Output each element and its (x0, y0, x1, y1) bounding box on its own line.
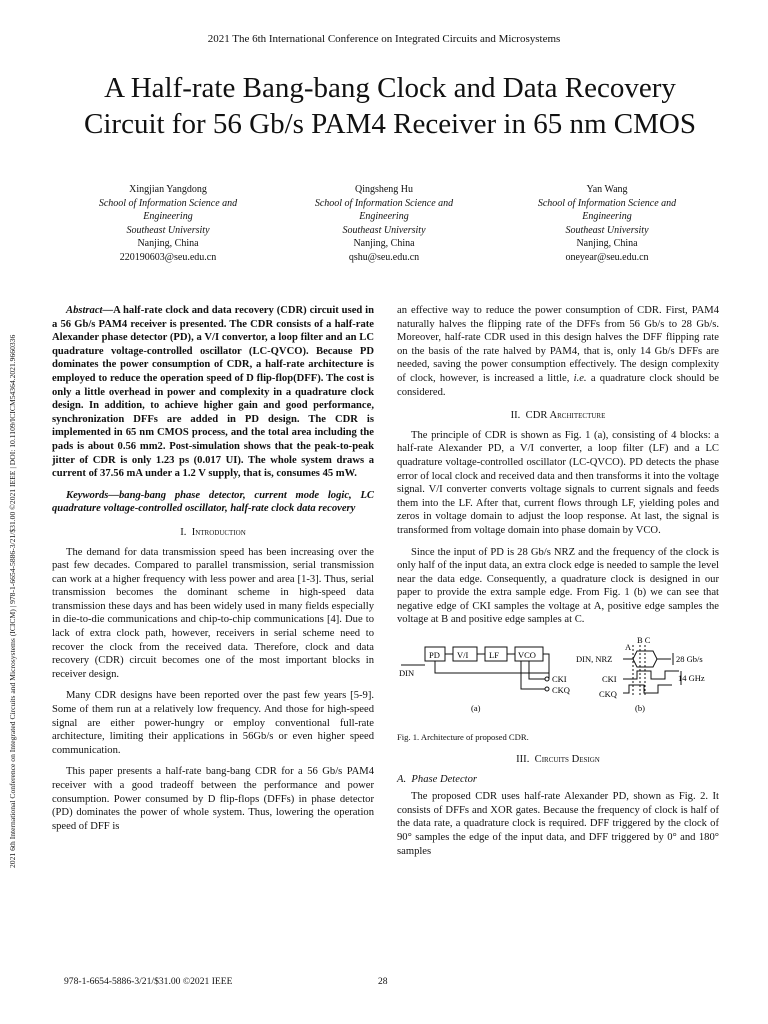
author-block-1 (48, 183, 288, 264)
cki-b-label: CKI (602, 674, 617, 685)
author-name: Yan Wang (586, 184, 628, 195)
section-heading-cdr-architecture (397, 409, 719, 423)
section-title: Circuits Design (534, 754, 600, 766)
intro-paragraph-2: Many CDR designs have been reported over the past few years [5-9]. Some of them run at a relatively low frequency. And those for high-speed signal are either power-hungry or employ conventional full-rate architecture, limiting their applications in 56Gb/s or even higher speed communication. (52, 690, 374, 756)
author-email: oneyear@seu.edu.cn (565, 251, 649, 263)
author-email: 220190603@seu.edu.cn (119, 251, 217, 263)
abstract-text: —A half-rate clock and data recovery (CDR) circuit used in a 56 Gb/s PAM4 receiver is presented. The CDR consists of a half-rate Alexander phase detector (PD), a V/I convertor, a loop filter and an LC quadrature voltage-controlled oscillator (LC-QVCO). Because PD dominates the power consumption of CDR, a half-rate architecture is employed to reduce the operation speed of D flip-flop(DFF). The cost is only a little overhead in power and complexity in a quadrature clock design. In addition, to achieve higher gain and good performance, synchronization DFFs are added in PD design. The CDR is implemented in 65 nm CMOS process, and the total area including the pads is about 0.56 mm2. Post-simulation shows that the peak-to-peak jitter of CDR is only 1.23 ps (0.017 UI). The whole system draws a current of 37.56 mA under a 1.2 V supply, that is, consumes 45 mW. (52, 305, 374, 480)
author-affiliation: School of Information Science and (314, 197, 454, 209)
subfig-a-label: (a) (471, 703, 481, 714)
subfig-b-label: (b) (635, 703, 645, 714)
author-affiliation: Engineering (582, 211, 632, 222)
author-city: Nanjing, China (353, 238, 415, 249)
intro-paragraph-1: The demand for data transmission speed has been increasing over the past few decades. Compared to parallel transmission, serial transmission can work at a higher frequency with less power and area [1-3]. Thus, serial transmission becomes the dominant scheme in high-speed data transmission these days and has been widely used in many fields especially in die-to-die communications and chip-to-chip communications [4]. Due to lack of extra clock path, however, receivers in serial scheme need to recover the clock from the received data. Therefore, clock and data recovery (CDR) circuit becomes one of the most important blocks in receiver design. (52, 546, 374, 680)
author-affiliation: Engineering (359, 211, 409, 222)
intro-paragraph-continued (397, 304, 719, 399)
title-line-1: A Half-rate Bang-bang Clock and Data Recovery (104, 72, 676, 104)
intro-paragraph-3: This paper presents a half-rate bang-bang CDR for a 56 Gb/s PAM4 receiver with a good tradeoff between the performance and power consumption. Power consumed by D flip-flops (DFFs) in phase detector (PD) dominates the power of whole system. Thus, lowering the operation speed of DFF is (52, 766, 374, 832)
subsection-number: A. (397, 773, 407, 785)
rate-label: 28 Gb/s (676, 654, 703, 665)
ckq-b-label: CKQ (599, 689, 617, 700)
paper-title (40, 70, 740, 142)
cdr-paragraph-1: The principle of CDR is shown as Fig. 1 (a), consisting of 4 blocks: a half-rate Alexander PD, a V/I converter, a loop filter (LF) and a LC quadrature voltage-controlled oscillator (LC-QVCO). PD detects the phase error of local clock and received data and then transforms it into the voltage signal. V/I converter converts voltage signals to current signals and feeds them into the LF. After that, current flows through LF, yielding poles and zeros in voltage domain to adjust the loop response. At last, the signal is transformed from voltage domain into phase domain by VCO. (397, 429, 719, 536)
footer-isbn: 978-1-6654-5886-3/21/$31.00 ©2021 IEEE (64, 976, 233, 987)
cdr-paragraph-2: Since the input of PD is 28 Gb/s NRZ and the frequency of the clock is only half of the input data, an extra clock edge is needed to sample the level near the data edge. Consequently, a quadrature clock is designed in our paper to provide the extra sample edge. From Fig. 1 (b) we can see that negative edge of CKI samples the voltage at A, positive edge samples the voltage at B and positive edge samples at C. (397, 546, 719, 626)
abstract-label: Abstract (66, 305, 103, 316)
continued-text: a quadrature clock should be considered. (397, 372, 719, 398)
figure-caption: Fig. 1. Architecture of proposed CDR. (397, 732, 529, 743)
section-number: III. (516, 754, 530, 766)
din-nrz-label: DIN, NRZ (576, 654, 613, 665)
author-affiliation: School of Information Science and (98, 197, 238, 209)
section-number: I. (180, 526, 187, 538)
block-label-vi: V/I (457, 650, 469, 661)
keywords-text: —bang-bang phase detector, current mode logic, LC quadrature voltage-controlled oscillator, half-rate clock data recovery (52, 489, 374, 515)
pd-paragraph-1: The proposed CDR uses half-rate Alexander PD, shown as Fig. 2. It consists of DFFs and XOR gates. Because the frequency of clock is half of the data rate, a quadrature clock is required. DFF triggered by the clock of 90° samples the edge of the input data, and DFF triggered by 0° and 180° samples (397, 791, 719, 857)
author-name: Qingsheng Hu (354, 184, 414, 195)
author-city: Nanjing, China (576, 238, 638, 249)
subsection-title: Phase Detector (411, 773, 478, 785)
section-heading-introduction (52, 526, 374, 540)
din-label: DIN (399, 668, 415, 679)
ckq-label: CKQ (552, 685, 570, 696)
left-column (52, 304, 374, 833)
doi-sidebar: 2021 6th International Conference on Integrated Circuits and Microsystems (ICICM) | 978-1-6654-5886-3/21/$31.00 ©2021 IEEE | DOI: 10.1109/ICICM54364.2021.9660336 (8, 334, 17, 868)
author-affiliation: Southeast University (342, 224, 426, 236)
section-number: II. (510, 410, 521, 422)
abstract (52, 304, 374, 481)
title-line-2: Circuit for 56 Gb/s PAM4 Receiver in 65 nm CMOS (84, 108, 696, 140)
freq-label: 14 GHz (678, 673, 705, 684)
author-block-2 (264, 183, 504, 264)
section-title: Introduction (191, 526, 246, 538)
author-city: Nanjing, China (137, 238, 199, 249)
author-email: qshu@seu.edu.cn (348, 251, 420, 263)
block-label-lf: LF (489, 650, 499, 661)
author-block-3 (487, 183, 727, 264)
author-name: Xingjian Yangdong (129, 184, 207, 195)
subsection-heading-phase-detector (397, 773, 719, 787)
block-label-pd: PD (429, 650, 440, 661)
author-affiliation: Southeast University (126, 224, 210, 236)
keywords-label: Keywords (66, 489, 109, 501)
author-affiliation: Engineering (143, 211, 193, 222)
block-label-vco: VCO (518, 650, 536, 661)
point-bc-label: B C (637, 635, 651, 646)
conference-header: 2021 The 6th International Conference on Integrated Circuits and Microsystems (207, 33, 561, 45)
section-title: CDR Architecture (525, 410, 606, 422)
author-affiliation: Southeast University (565, 224, 649, 236)
figure-1 (397, 635, 719, 747)
page-number: 28 (378, 976, 388, 987)
continued-text: an effective way to reduce the power consumption of CDR. First, PAM4 naturally halves the flipping rate of the DFFs from 56 Gb/s to 28 Gb/s. Moreover, half-rate CDR used in this design halves the DFF flipping rate on the basis of the rate halved by PAM4, that is, only 14 Gb/s DFFs are needed, saving the power consumption effectively. The design complexity of clock, however, is increased a little, (397, 305, 719, 384)
ie-abbrev: i.e. (573, 372, 587, 384)
cki-label: CKI (552, 674, 567, 685)
point-a-label: A (625, 642, 632, 653)
section-heading-circuits-design (397, 753, 719, 767)
right-column (397, 304, 719, 858)
keywords (52, 489, 374, 516)
author-affiliation: School of Information Science and (537, 197, 677, 209)
